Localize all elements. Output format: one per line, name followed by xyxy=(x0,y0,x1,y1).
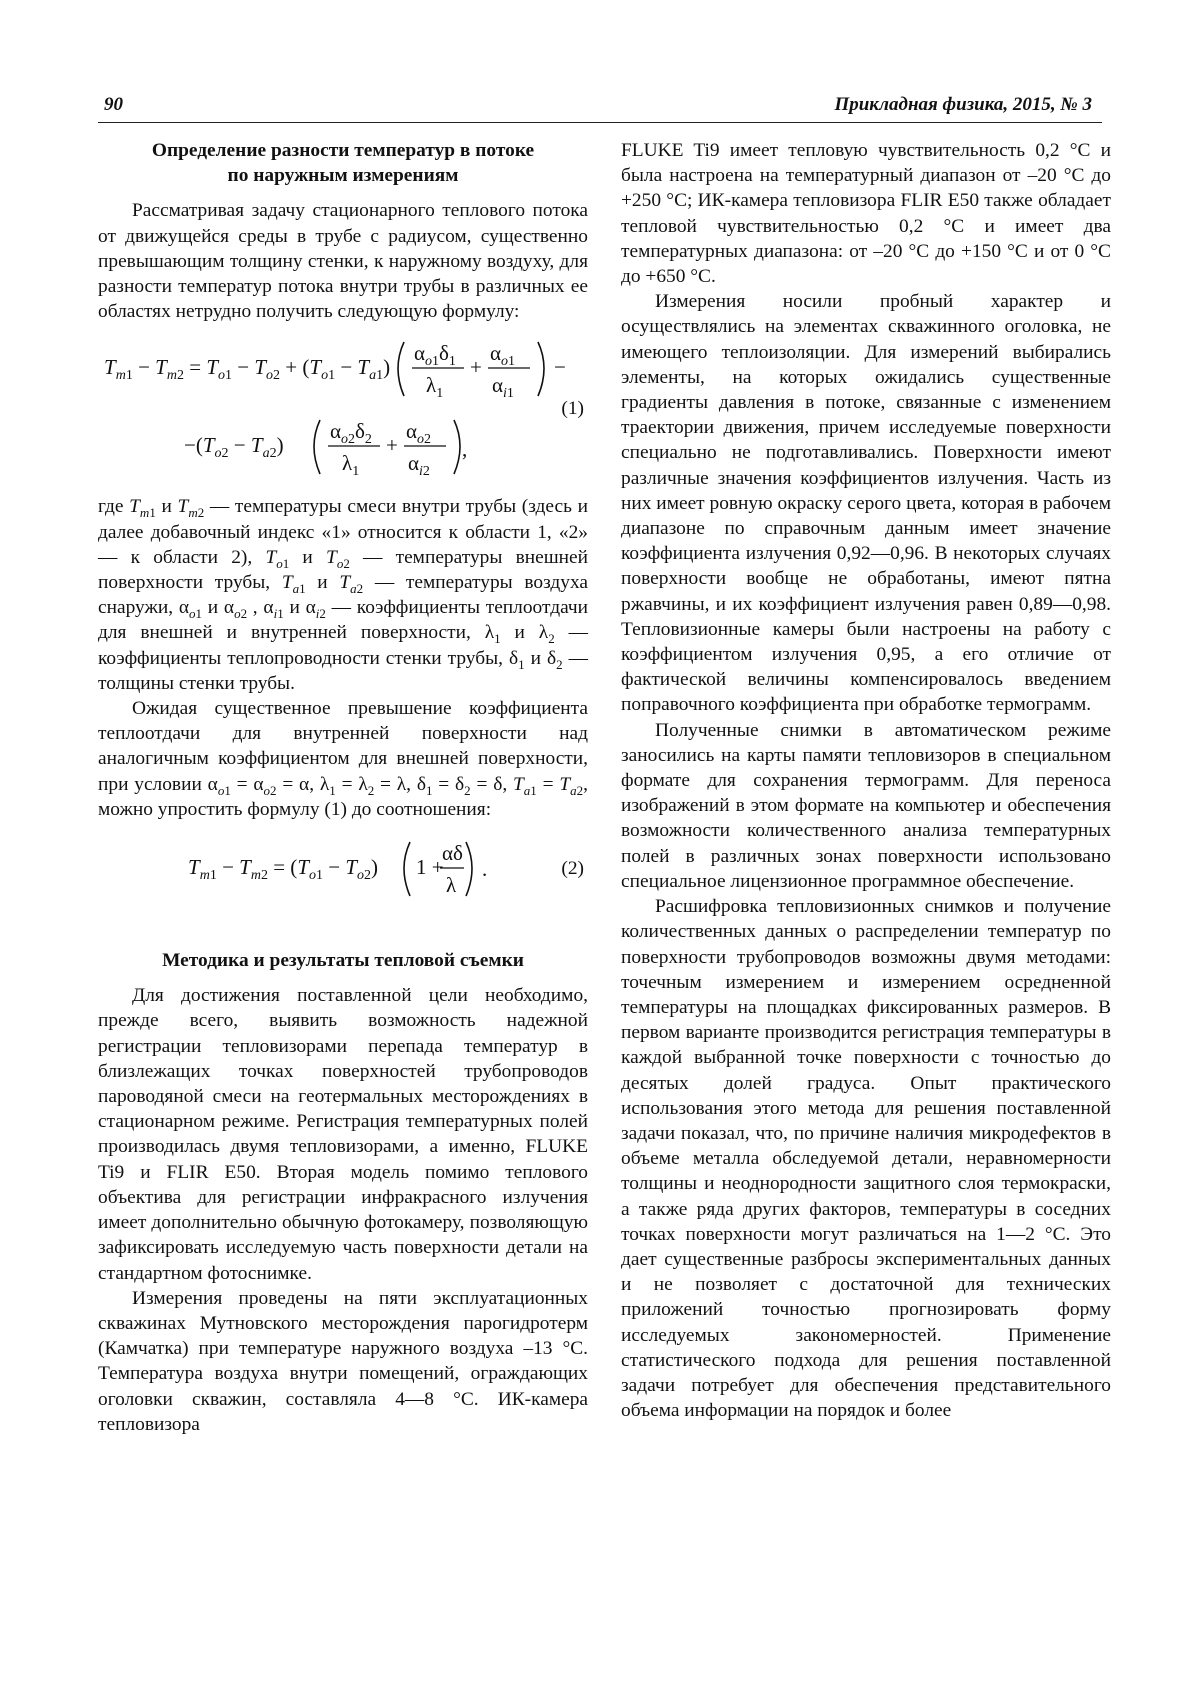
svg-text:λ1: $\lambda_1$ xyxy=(426,373,444,402)
svg-text:−: − xyxy=(554,355,566,380)
svg-text:αo1: $\alpha_o1$ xyxy=(490,341,516,370)
paragraph-images-storage: Полученные снимки в автоматическом режиме заносились на карты памяти тепловизоров в специальном формате для сохранения термограмм. Для переноса изображений в этом формате на компьютер и обеспечения возможности количественного анализа температурных полей в различных зонах поверхности использовано специальное лицензионное программное обеспечение. xyxy=(621,719,1111,892)
section-title-methodology: Методика и результаты тепловой съемки xyxy=(162,950,524,972)
paragraph-trial-measurements: Измерения носили пробный характер и осуществлялись на элементах скважинного оголовка, не имеющего теплоизоляции. Для измерений выбирались элементы, на которых ожидались существенные градиенты давления в потоке, связанные с изменением траектории движения, причем исследуемые поверхности специально не подготавливались. Поверхности имеют различные значения коэффициентов излучения. Часть из них имеет ровную окраску серого цвета, которая в рабочем диапазоне по справочным данным имеет значение коэффициента излучения 0,92—0,96. В некоторых случаях поверхности вообще не обработаны, имеют пятна ржавчины, и их коэффициент излучения равен 0,89—0,98. Тепловизионные камеры были настроены на работу с коэффициентом излучения 0,95, а его отличие от фактической величины компенсировалось введением поправочного коэффициента при обработке термограмм. xyxy=(621,291,1111,716)
section-title-line-1: Определение разности температур в потоке xyxy=(151,140,535,161)
running-head xyxy=(98,92,1102,123)
right-column xyxy=(621,138,1111,1423)
equation-2-number: (2) xyxy=(561,858,584,880)
paragraph-simplification: Ожидая существенное превышение коэффициента теплоотдачи для внутренней поверхности над аналогичным коэффициентом для внешней поверхности, при условии $\alpha_{o1} = \alpha_{o2} = \alpha$, $\lambda_1 = \lambda_2 = \lambda$, $\delta_1 = \delta_2 = \delta$, $T_{a1} = T_{a2}$, можно упростить формулу (1) до соотношения: xyxy=(98,698,588,820)
svg-text:λ: λ xyxy=(446,873,457,898)
equation-2 xyxy=(98,828,588,908)
section-title-line-2: по наружным измерениям xyxy=(227,165,459,187)
svg-text:λ1: $\lambda_1$ xyxy=(342,451,360,480)
equation-1 xyxy=(98,330,588,486)
paragraph-decoding-methods: Расшифровка тепловизионных снимков и получение количественных данных о распределении температур по поверхности трубопроводов возможны двумя методами: точечным измерением и измерением осредненной температуры на площадках фиксированных размеров. В первом варианте производится регистрация температуры в каждой выбранной точке поверхности с точностью до десятых долей градуса. Опыт практического использования этого метода для решения поставленной задачи показал, что, по причине наличия микродефектов в объеме металла обследуемой детали, неравномерности толщины и неоднородности защитного слоя термокраски, а также ряда других факторов, температуры в соседних точках поверхности могут различаться на 1—2 °С. Это дает существенные разбросы экспериментальных данных и не позволяет с достаточной для технических приложений точностью прогнозировать форму исследуемых закономерностей. Применение статистического подхода для решения поставленной задачи потребует для обеспечения представительного объема информации на порядок и более xyxy=(621,896,1111,1422)
paragraph-methodology: Для достижения поставленной цели необходимо, прежде всего, выявить возможность надежной регистрации тепловизорами перепада температур в близлежащих точках поверхностей трубопроводов пароводяной смеси на геотермальных месторождениях в стационарном режиме. Регистрация температурных полей производилась двумя тепловизорами, а именно, FLUKE Ti9 и FLIR E50. Вторая модель помимо теплового объектива для регистрации инфракрасного излучения имеет дополнительно обычную фотокамеру, позволяющую зафиксировать исследуемую часть поверхности детали на стандартном фотоснимке. xyxy=(98,985,588,1284)
equation-1-number: (1) xyxy=(561,398,584,420)
journal-title: Прикладная физика, 2015, № 3 xyxy=(834,94,1092,115)
section-title-temperature-difference xyxy=(98,138,588,188)
svg-text:αi2: $\alpha_i2$ xyxy=(408,451,430,480)
paragraph-notation: где $T_{m1}$ и $T_{m2}$ — температуры смеси внутри трубы (здесь и далее добавочный индекс «1» относится к области 1, «2» — к области 2), $T_{o1}$ и $T_{o2}$ — температуры внешней поверхности трубы, $T_{a1}$ и $T_{a2}$ — температуры воздуха снаружи, $\alpha_{o1}$ и $\alpha_{o2}$ , $\alpha_{i1}$ и $\alpha_{i2}$ — коэффициенты теплоотдачи для внешней и внутренней поверхности, $\lambda_1$ и $\lambda_2$ — коэффициенты теплопроводности стенки трубы, $\delta_1$ и $\delta_2$ — толщины стенки трубы. xyxy=(98,496,589,694)
svg-text:−(To2 − Ta2): $-(T_o2 - T_a2)$ xyxy=(184,433,284,462)
svg-text:αδ: αδ xyxy=(442,841,463,866)
paragraph-camera-specs: FLUKE Ti9 имеет тепловую чувствительность 0,2 °С и была настроена на температурный диапазон от –20 °С до +250 °С; ИК-камера тепловизора FLIR E50 также обладает тепловой чувствительностью 0,2 °С и имеет два температурных диапазона: от –20 °С до +150 °С и от 0 °С до +650 °С. xyxy=(621,140,1111,288)
svg-text:αo2: $\alpha_o2$ xyxy=(406,419,432,448)
svg-text:αo1δ1: $\alpha_o1\delta_1$ xyxy=(414,341,456,370)
page-number: 90 xyxy=(104,94,123,115)
svg-text:.: . xyxy=(482,857,488,882)
paragraph-intro: Рассматривая задачу стационарного теплового потока от движущейся среды в трубе с радиусом, существенно превышающим толщину стенки, к наружному воздуху, для разности температур потока внутри трубы в различных ее областях нетрудно получить следующую формулу: xyxy=(98,200,588,323)
paragraph-measurements: Измерения проведены на пяти эксплуатационных скважинах Мутновского месторождения парогидротерм (Камчатка) при температуре наружного воздуха –13 °С. Температура воздуха внутри помещений, ограждающих оголовки скважин, составляла 4—8 °С. ИК-камера тепловизора xyxy=(98,1287,588,1435)
svg-text:Tm1 − Tm2 = (To1 − To2): $T_m1 - T_m2 = (T_o1 - T_o2)$ xyxy=(188,855,379,884)
svg-text:αo2δ2: $\alpha_o2\delta_2$ xyxy=(330,419,372,448)
svg-text:Tm1 − Tm2 = To1 − To2 + (To1 −: $T_m1 - T_m2 = T_o1 - T_o2 + (T_o1 - T_a1)$ xyxy=(104,355,391,384)
svg-text:+: + xyxy=(386,433,398,458)
equation-1-graphic xyxy=(98,330,588,486)
svg-text:,: , xyxy=(462,437,468,462)
left-column xyxy=(98,138,588,1437)
equation-2-graphic xyxy=(98,828,588,908)
svg-text:1 +: 1 + xyxy=(416,855,444,880)
svg-text:+: + xyxy=(470,355,482,380)
svg-text:αi1: $\alpha_i1$ xyxy=(492,373,514,402)
